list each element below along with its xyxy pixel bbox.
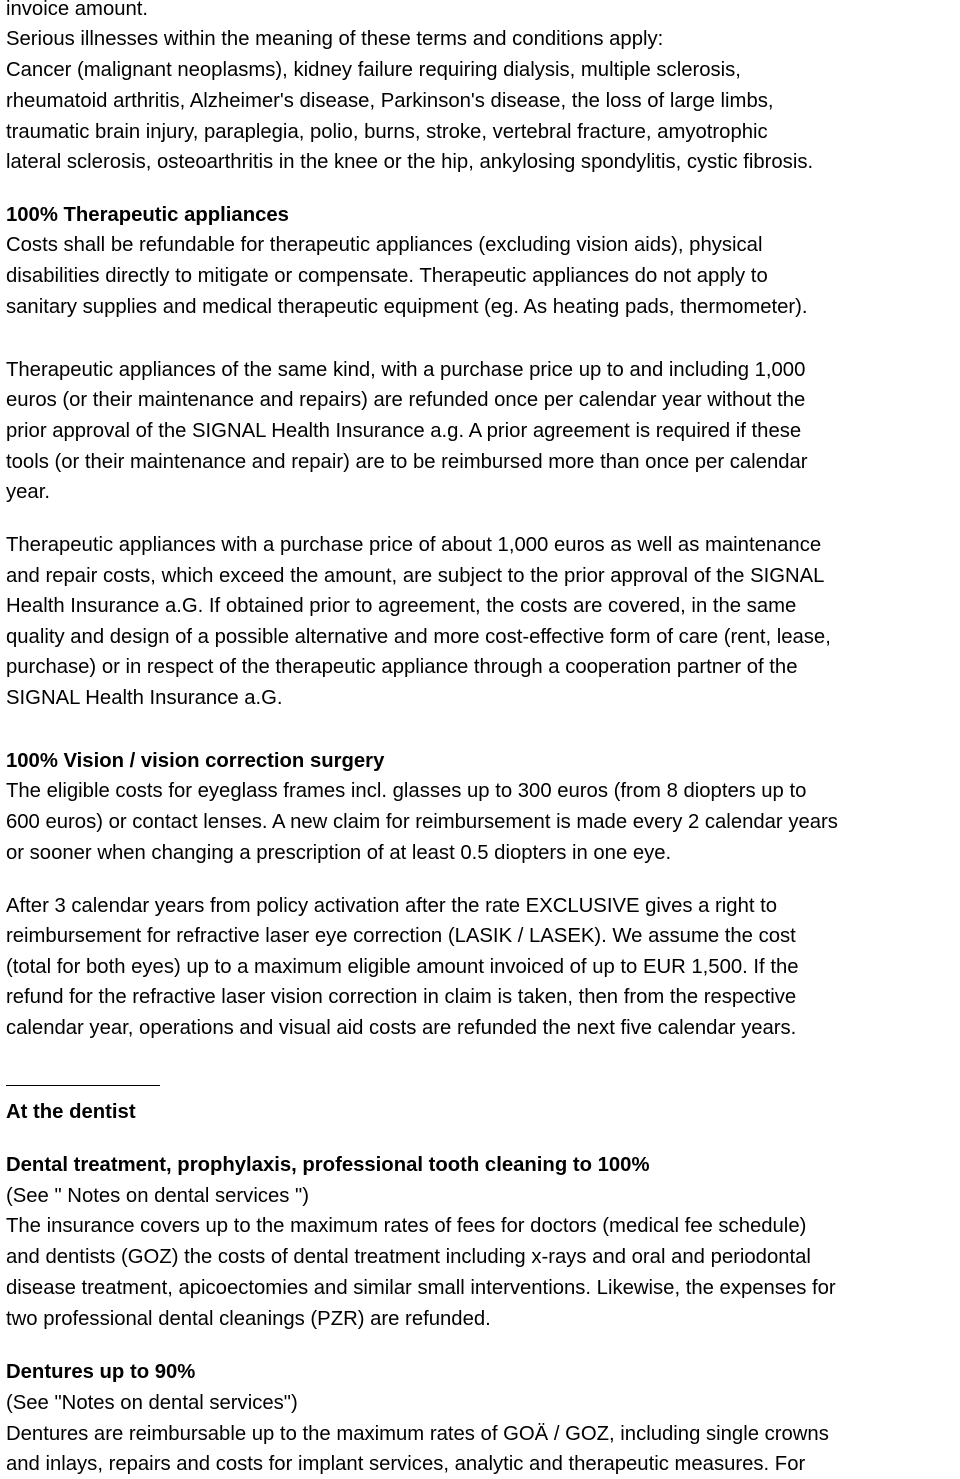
paragraph-line: Costs shall be refundable for therapeutic appliances (excluding vision aids), physical	[6, 234, 763, 256]
paragraph-line: calendar year, operations and visual aid costs are refunded the next five calendar years.	[6, 1017, 797, 1039]
section-heading: 100% Therapeutic appliances	[6, 204, 289, 226]
section-divider-rule	[6, 1085, 160, 1086]
paragraph-line: The insurance covers up to the maximum rates of fees for doctors (medical fee schedule)	[6, 1215, 807, 1237]
paragraph-line: Therapeutic appliances with a purchase price of about 1,000 euros as well as maintenance	[6, 534, 822, 556]
paragraph-line: reimbursement for refractive laser eye correction (LASIK / LASEK). We assume the cost	[6, 925, 796, 947]
paragraph-line: Serious illnesses within the meaning of these terms and conditions apply:	[6, 28, 664, 50]
paragraph-line: After 3 calendar years from policy activation after the rate EXCLUSIVE gives a right to	[6, 895, 778, 917]
paragraph-line: (See "Notes on dental services")	[6, 1392, 298, 1414]
paragraph-line: disabilities directly to mitigate or compensate. Therapeutic appliances do not apply to	[6, 265, 768, 287]
paragraph-line: SIGNAL Health Insurance a.G.	[6, 687, 283, 709]
section-heading: At the dentist	[6, 1101, 136, 1123]
paragraph-line: euros (or their maintenance and repairs) are refunded once per calendar year without the	[6, 389, 806, 411]
paragraph-line: 600 euros) or contact lenses. A new claim for reimbursement is made every 2 calendar years	[6, 811, 838, 833]
paragraph-line: Cancer (malignant neoplasms), kidney failure requiring dialysis, multiple sclerosis,	[6, 59, 741, 81]
paragraph-line: purchase) or in respect of the therapeutic appliance through a cooperation partner of the	[6, 656, 798, 678]
paragraph-line: sanitary supplies and medical therapeutic equipment (eg. As heating pads, thermometer).	[6, 296, 808, 318]
paragraph-line: year.	[6, 481, 50, 503]
paragraph-line: or sooner when changing a prescription of at least 0.5 diopters in one eye.	[6, 842, 672, 864]
paragraph-line: tools (or their maintenance and repair) are to be reimbursed more than once per calendar	[6, 451, 808, 473]
paragraph-line: prior approval of the SIGNAL Health Insurance a.g. A prior agreement is required if these	[6, 420, 802, 442]
paragraph-line: and dentists (GOZ) the costs of dental treatment including x-rays and oral and periodontal	[6, 1246, 811, 1268]
paragraph-line: invoice amount.	[6, 0, 149, 20]
paragraph-line: Therapeutic appliances of the same kind, with a purchase price up to and including 1,000	[6, 359, 806, 381]
paragraph-line: quality and design of a possible alternative and more cost-effective form of care (rent, lease,	[6, 626, 831, 648]
paragraph-line: traumatic brain injury, paraplegia, polio, burns, stroke, vertebral fracture, amyotrophic	[6, 121, 768, 143]
section-heading: Dentures up to 90%	[6, 1361, 196, 1383]
paragraph-line: Health Insurance a.G. If obtained prior to agreement, the costs are covered, in the same	[6, 595, 797, 617]
paragraph-line: two professional dental cleanings (PZR) are refunded.	[6, 1308, 491, 1330]
paragraph-line: The eligible costs for eyeglass frames incl. glasses up to 300 euros (from 8 diopters up to	[6, 780, 807, 802]
paragraph-line: (total for both eyes) up to a maximum eligible amount invoiced of up to EUR 1,500. If the	[6, 956, 799, 978]
paragraph-line: (See " Notes on dental services ")	[6, 1185, 309, 1207]
paragraph-line: rheumatoid arthritis, Alzheimer's disease, Parkinson's disease, the loss of large limbs,	[6, 90, 774, 112]
section-heading: 100% Vision / vision correction surgery	[6, 750, 385, 772]
section-heading: Dental treatment, prophylaxis, professional tooth cleaning to 100%	[6, 1154, 650, 1176]
paragraph-line: and repair costs, which exceed the amount, are subject to the prior approval of the SIGNAL	[6, 565, 825, 587]
paragraph-line: disease treatment, apicoectomies and similar small interventions. Likewise, the expenses for	[6, 1277, 836, 1299]
paragraph-line: Dentures are reimbursable up to the maximum rates of GOÄ / GOZ, including single crowns	[6, 1423, 829, 1445]
paragraph-line: lateral sclerosis, osteoarthritis in the knee or the hip, ankylosing spondylitis, cystic fibrosis.	[6, 151, 814, 173]
paragraph-line: refund for the refractive laser vision correction in claim is taken, then from the respective	[6, 986, 797, 1008]
paragraph-line: and inlays, repairs and costs for implant services, analytic and therapeutic measures. For	[6, 1453, 806, 1475]
